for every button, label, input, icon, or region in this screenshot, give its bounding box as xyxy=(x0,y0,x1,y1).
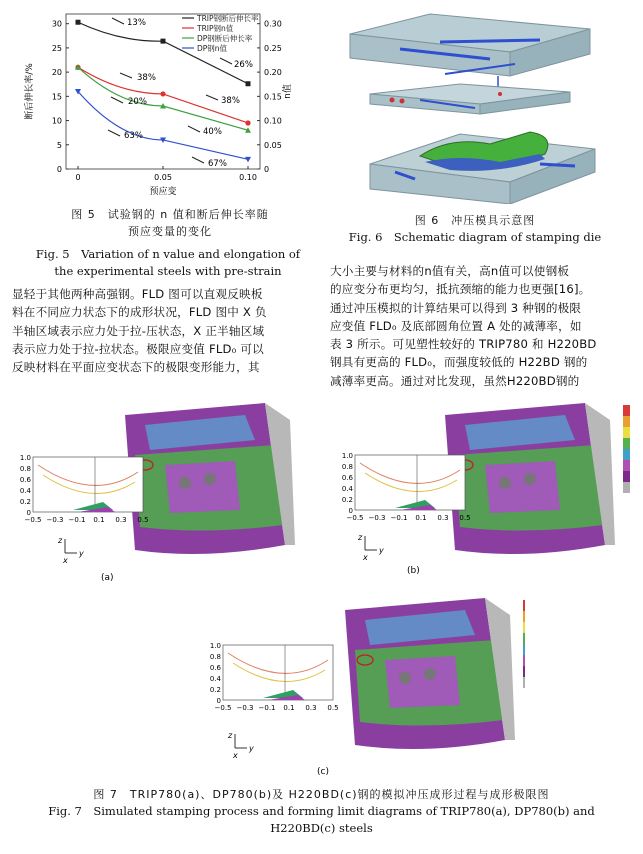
color-legend-swatch xyxy=(623,438,630,449)
color-legend-swatch xyxy=(523,666,525,677)
fig5-point xyxy=(245,120,250,125)
color-legend-swatch xyxy=(623,460,630,471)
fig7-panel-a xyxy=(5,395,295,595)
panel-label: (a) xyxy=(101,573,114,583)
panel-label: (b) xyxy=(407,566,420,576)
fld-xtick-label: 0.3 xyxy=(115,516,127,524)
fld-xtick-label: 0.1 xyxy=(415,514,427,522)
fld-ytick-label: 0.8 xyxy=(209,653,221,661)
fig5-caption-zh-line2: 预应变量的变化 xyxy=(128,225,212,238)
fig5-caption-zh-line1: 图 5 试验钢的 n 值和断后伸长率随 xyxy=(71,208,269,221)
fig5-ytick-left-label: 0 xyxy=(56,165,62,174)
fld-ytick-label: 0 xyxy=(348,507,353,515)
text-line: 显轻于其他两种高强钢。FLD 图可以直观反映板 xyxy=(12,287,263,301)
fld-xtick-label: −0.3 xyxy=(46,516,64,524)
color-legend-swatch xyxy=(623,482,630,493)
fig5-legend-label: TRIP钢n值 xyxy=(197,24,234,33)
fig5-point xyxy=(160,91,165,96)
fld-inset-frame xyxy=(223,645,333,700)
color-legend-swatch xyxy=(623,427,630,438)
color-legend-swatch xyxy=(523,622,525,633)
fld-ytick-label: 0.4 xyxy=(19,487,31,495)
fig5-annotation-arrow xyxy=(120,73,132,78)
fig5-legend-label: DP钢断后伸长率 xyxy=(197,34,253,43)
part-center xyxy=(165,461,240,513)
fld-ytick-label: 0.6 xyxy=(209,664,221,672)
fig5-legend-label: TRIP钢断后伸长率 xyxy=(197,14,259,23)
fig7-panel-c xyxy=(195,590,525,780)
text-line: 钢具有更高的 FLD₀，而强度较低的 H22BD 钢的 xyxy=(330,355,588,370)
fld-xtick-label: −0.3 xyxy=(236,704,254,712)
fld-ytick-label: 0.2 xyxy=(19,498,31,506)
fld-panel-svg xyxy=(5,395,295,595)
fld-xtick-label: −0.3 xyxy=(368,514,386,522)
fld-ytick-label: 1.0 xyxy=(341,452,353,460)
text-line: 应变值 FLD₀ 及底部圆角位置 A 处的减薄率，如 xyxy=(330,318,582,333)
fld-panel-svg xyxy=(195,590,525,780)
fig5-chart xyxy=(12,4,312,204)
triad-y-label: y xyxy=(79,549,84,558)
fig5-annotation-arrow xyxy=(206,95,218,100)
text-line: 减薄率更高。通过对比发现，虽然H220BD钢的 xyxy=(330,373,580,388)
fig5-annotation-label: 63% xyxy=(124,131,143,141)
fld-ytick-label: 0.2 xyxy=(341,496,353,504)
color-legend-swatch xyxy=(623,471,630,482)
fld-xtick-label: 0.3 xyxy=(305,704,317,712)
fld-xtick-label: −0.1 xyxy=(68,516,86,524)
fig7-panel-b xyxy=(325,395,640,595)
part-center xyxy=(385,656,460,708)
fld-xtick-label: −0.1 xyxy=(258,704,276,712)
fld-ytick-label: 0 xyxy=(216,697,221,705)
fig5-annotation-label: 20% xyxy=(128,97,147,107)
fld-ytick-label: 1.0 xyxy=(19,454,31,462)
triad-z-label: z xyxy=(58,536,63,545)
triad-z-label: z xyxy=(228,731,233,740)
fld-ytick-label: 0.6 xyxy=(341,474,353,482)
fig5-caption-zh xyxy=(40,206,300,240)
fig5-caption-en-line2: the experimental steels with pre-strain xyxy=(54,264,282,278)
triad-x-label: x xyxy=(63,556,68,565)
fig5-annotation-arrow xyxy=(111,97,123,103)
fig5-ytick-right-label: 0.15 xyxy=(264,92,282,102)
stamped-part-render xyxy=(345,598,515,749)
fig5-xtick-label: 0.10 xyxy=(239,173,257,182)
color-legend-swatch xyxy=(523,611,525,622)
part-hole xyxy=(524,473,536,485)
fig6-caption-en: Fig. 6 Schematic diagram of stamping die xyxy=(348,230,602,244)
fld-inset-frame xyxy=(355,455,465,510)
fld-ytick-label: 0.4 xyxy=(341,485,353,493)
fig5-point xyxy=(161,39,166,44)
body-text-left xyxy=(12,285,312,376)
triad-x-label: x xyxy=(363,553,368,562)
fig5-xtick-label: 0.05 xyxy=(154,173,172,182)
fig5-annotation-arrow xyxy=(192,157,204,163)
fig5-ytick-left-label: 15 xyxy=(51,92,62,102)
text-line: 半轴区域表示应力处于拉-压状态，X 正半轴区域 xyxy=(12,323,265,338)
fig5-caption-en xyxy=(28,246,308,280)
fig5-ylabel-left: 断后伸长率/% xyxy=(25,63,35,120)
fig6-caption-zh: 图 6 冲压模具示意图 xyxy=(414,214,536,227)
text-line: 料在不同应力状态下的成形状况，FLD 图中 X 负 xyxy=(12,305,267,320)
fig7-caption-en-line2: H220BD(c) steels xyxy=(270,821,373,835)
fig5-ylabel-right: n值 xyxy=(283,84,293,99)
fig5-ytick-left-label: 30 xyxy=(51,19,62,29)
fig5-legend-label: DP钢n值 xyxy=(197,44,228,53)
fld-inset-frame xyxy=(33,457,143,512)
fig5-ytick-right-label: 0.25 xyxy=(264,43,282,53)
color-legend-swatch xyxy=(523,600,525,611)
fig7-caption xyxy=(0,786,643,837)
text-line: 大小主要与材料的n值有关，高n值可以使钢板 xyxy=(330,264,570,278)
stamped-part-render xyxy=(445,403,615,554)
fig6-caption xyxy=(335,212,615,246)
color-legend-swatch xyxy=(623,405,630,416)
fig5-annotation-arrow xyxy=(188,126,200,132)
fld-ytick-label: 1.0 xyxy=(209,642,221,650)
fig5-ytick-right-label: 0 xyxy=(264,165,270,174)
fig5-annotation-arrow xyxy=(108,130,120,136)
fig5-svg xyxy=(12,4,312,204)
text-line: 通过冲压模拟的计算结果可以得到 3 种钢的极限 xyxy=(330,300,582,315)
fig5-ytick-right-label: 0.10 xyxy=(264,116,282,126)
fld-xtick-label: 0.1 xyxy=(283,704,295,712)
color-legend-swatch xyxy=(523,655,525,666)
color-legend-swatch xyxy=(523,644,525,655)
fig7-caption-zh: 图 7 TRIP780(a)、DP780(b)及 H220BD(c)钢的模拟冲压成形过程与成形极限图 xyxy=(93,788,550,801)
fld-panel-svg xyxy=(325,395,640,595)
fld-ytick-label: 0.2 xyxy=(209,686,221,694)
fig5-caption-en-line1: Fig. 5 Variation of n value and elongation of xyxy=(35,247,301,261)
fig5-xtick-label: 0 xyxy=(75,173,81,182)
fig5-annotation-label: 38% xyxy=(137,73,156,83)
fld-xtick-label: 0.3 xyxy=(437,514,449,522)
fig5-point xyxy=(76,20,81,25)
text-line: 的应变分布更均匀，抵抗颈缩的能力也更强[16]。 xyxy=(330,282,591,297)
panel-label: (c) xyxy=(317,767,329,777)
triad-y-label: y xyxy=(379,546,384,555)
text-line: 表 3 所示。可见塑性较好的 TRIP780 和 H220BD xyxy=(330,337,597,352)
part-hole xyxy=(179,477,191,489)
fig5-ytick-left-label: 20 xyxy=(51,68,62,78)
fig5-annotation-label: 13% xyxy=(127,18,146,28)
fig5-annotation-arrow xyxy=(112,18,124,24)
fld-ytick-label: 0 xyxy=(26,509,31,517)
fig5-ytick-left-label: 25 xyxy=(51,43,62,53)
fld-ytick-label: 0.4 xyxy=(209,675,221,683)
fig5-ytick-left-label: 5 xyxy=(56,140,62,150)
fig5-ytick-right-label: 0.30 xyxy=(264,19,282,29)
fig5-annotation-arrow xyxy=(220,58,232,64)
fld-xtick-label: 0.1 xyxy=(93,516,105,524)
stamping-die-illustration xyxy=(340,4,600,204)
fig5-point xyxy=(246,81,251,86)
triad-z-label: z xyxy=(358,533,363,542)
part-hole xyxy=(499,477,511,489)
fld-ytick-label: 0.6 xyxy=(19,476,31,484)
text-line: 反映材料在平面应变状态下的极限变形能力，其 xyxy=(12,360,260,375)
fig5-annotation-label: 38% xyxy=(221,96,240,106)
part-hole xyxy=(204,473,216,485)
fig5-ytick-right-label: 0.20 xyxy=(264,68,282,78)
triad-y-label: y xyxy=(249,744,254,753)
fig5-annotation-label: 26% xyxy=(234,60,253,70)
fld-xtick-label: 0.5 xyxy=(137,516,149,524)
fld-xtick-label: 0.5 xyxy=(327,704,339,712)
fig5-annotation-label: 40% xyxy=(203,127,222,137)
text-line: 表示应力处于拉-拉状态。极限应变值 FLD₀ 可以 xyxy=(12,341,264,356)
fld-xtick-label: 0.5 xyxy=(459,514,471,522)
fld-ytick-label: 0.8 xyxy=(341,463,353,471)
fig6-die-image xyxy=(340,4,600,204)
part-hole xyxy=(399,672,411,684)
stamped-part-render xyxy=(125,403,295,554)
color-legend-swatch xyxy=(523,677,525,688)
fld-xtick-label: −0.5 xyxy=(214,704,232,712)
color-legend-swatch xyxy=(523,633,525,644)
fld-xtick-label: −0.1 xyxy=(390,514,408,522)
part-hole xyxy=(424,668,436,680)
color-legend-swatch xyxy=(623,449,630,460)
fig7-caption-en-line1: Fig. 7 Simulated stamping process and forming limit diagrams of TRIP780(a), DP780(b) and xyxy=(48,804,595,818)
fig5-ytick-right-label: 0.05 xyxy=(264,140,282,150)
fld-ytick-label: 0.8 xyxy=(19,465,31,473)
fig5-xlabel: 预应变 xyxy=(149,187,177,197)
part-center xyxy=(485,461,560,513)
fig5-annotation-label: 67% xyxy=(208,159,227,169)
fld-xtick-label: −0.5 xyxy=(24,516,42,524)
color-legend-swatch xyxy=(623,416,630,427)
fig5-point xyxy=(245,157,251,163)
fld-xtick-label: −0.5 xyxy=(346,514,364,522)
body-text-right xyxy=(330,262,635,390)
fig5-ytick-left-label: 10 xyxy=(51,116,62,126)
triad-x-label: x xyxy=(233,751,238,760)
